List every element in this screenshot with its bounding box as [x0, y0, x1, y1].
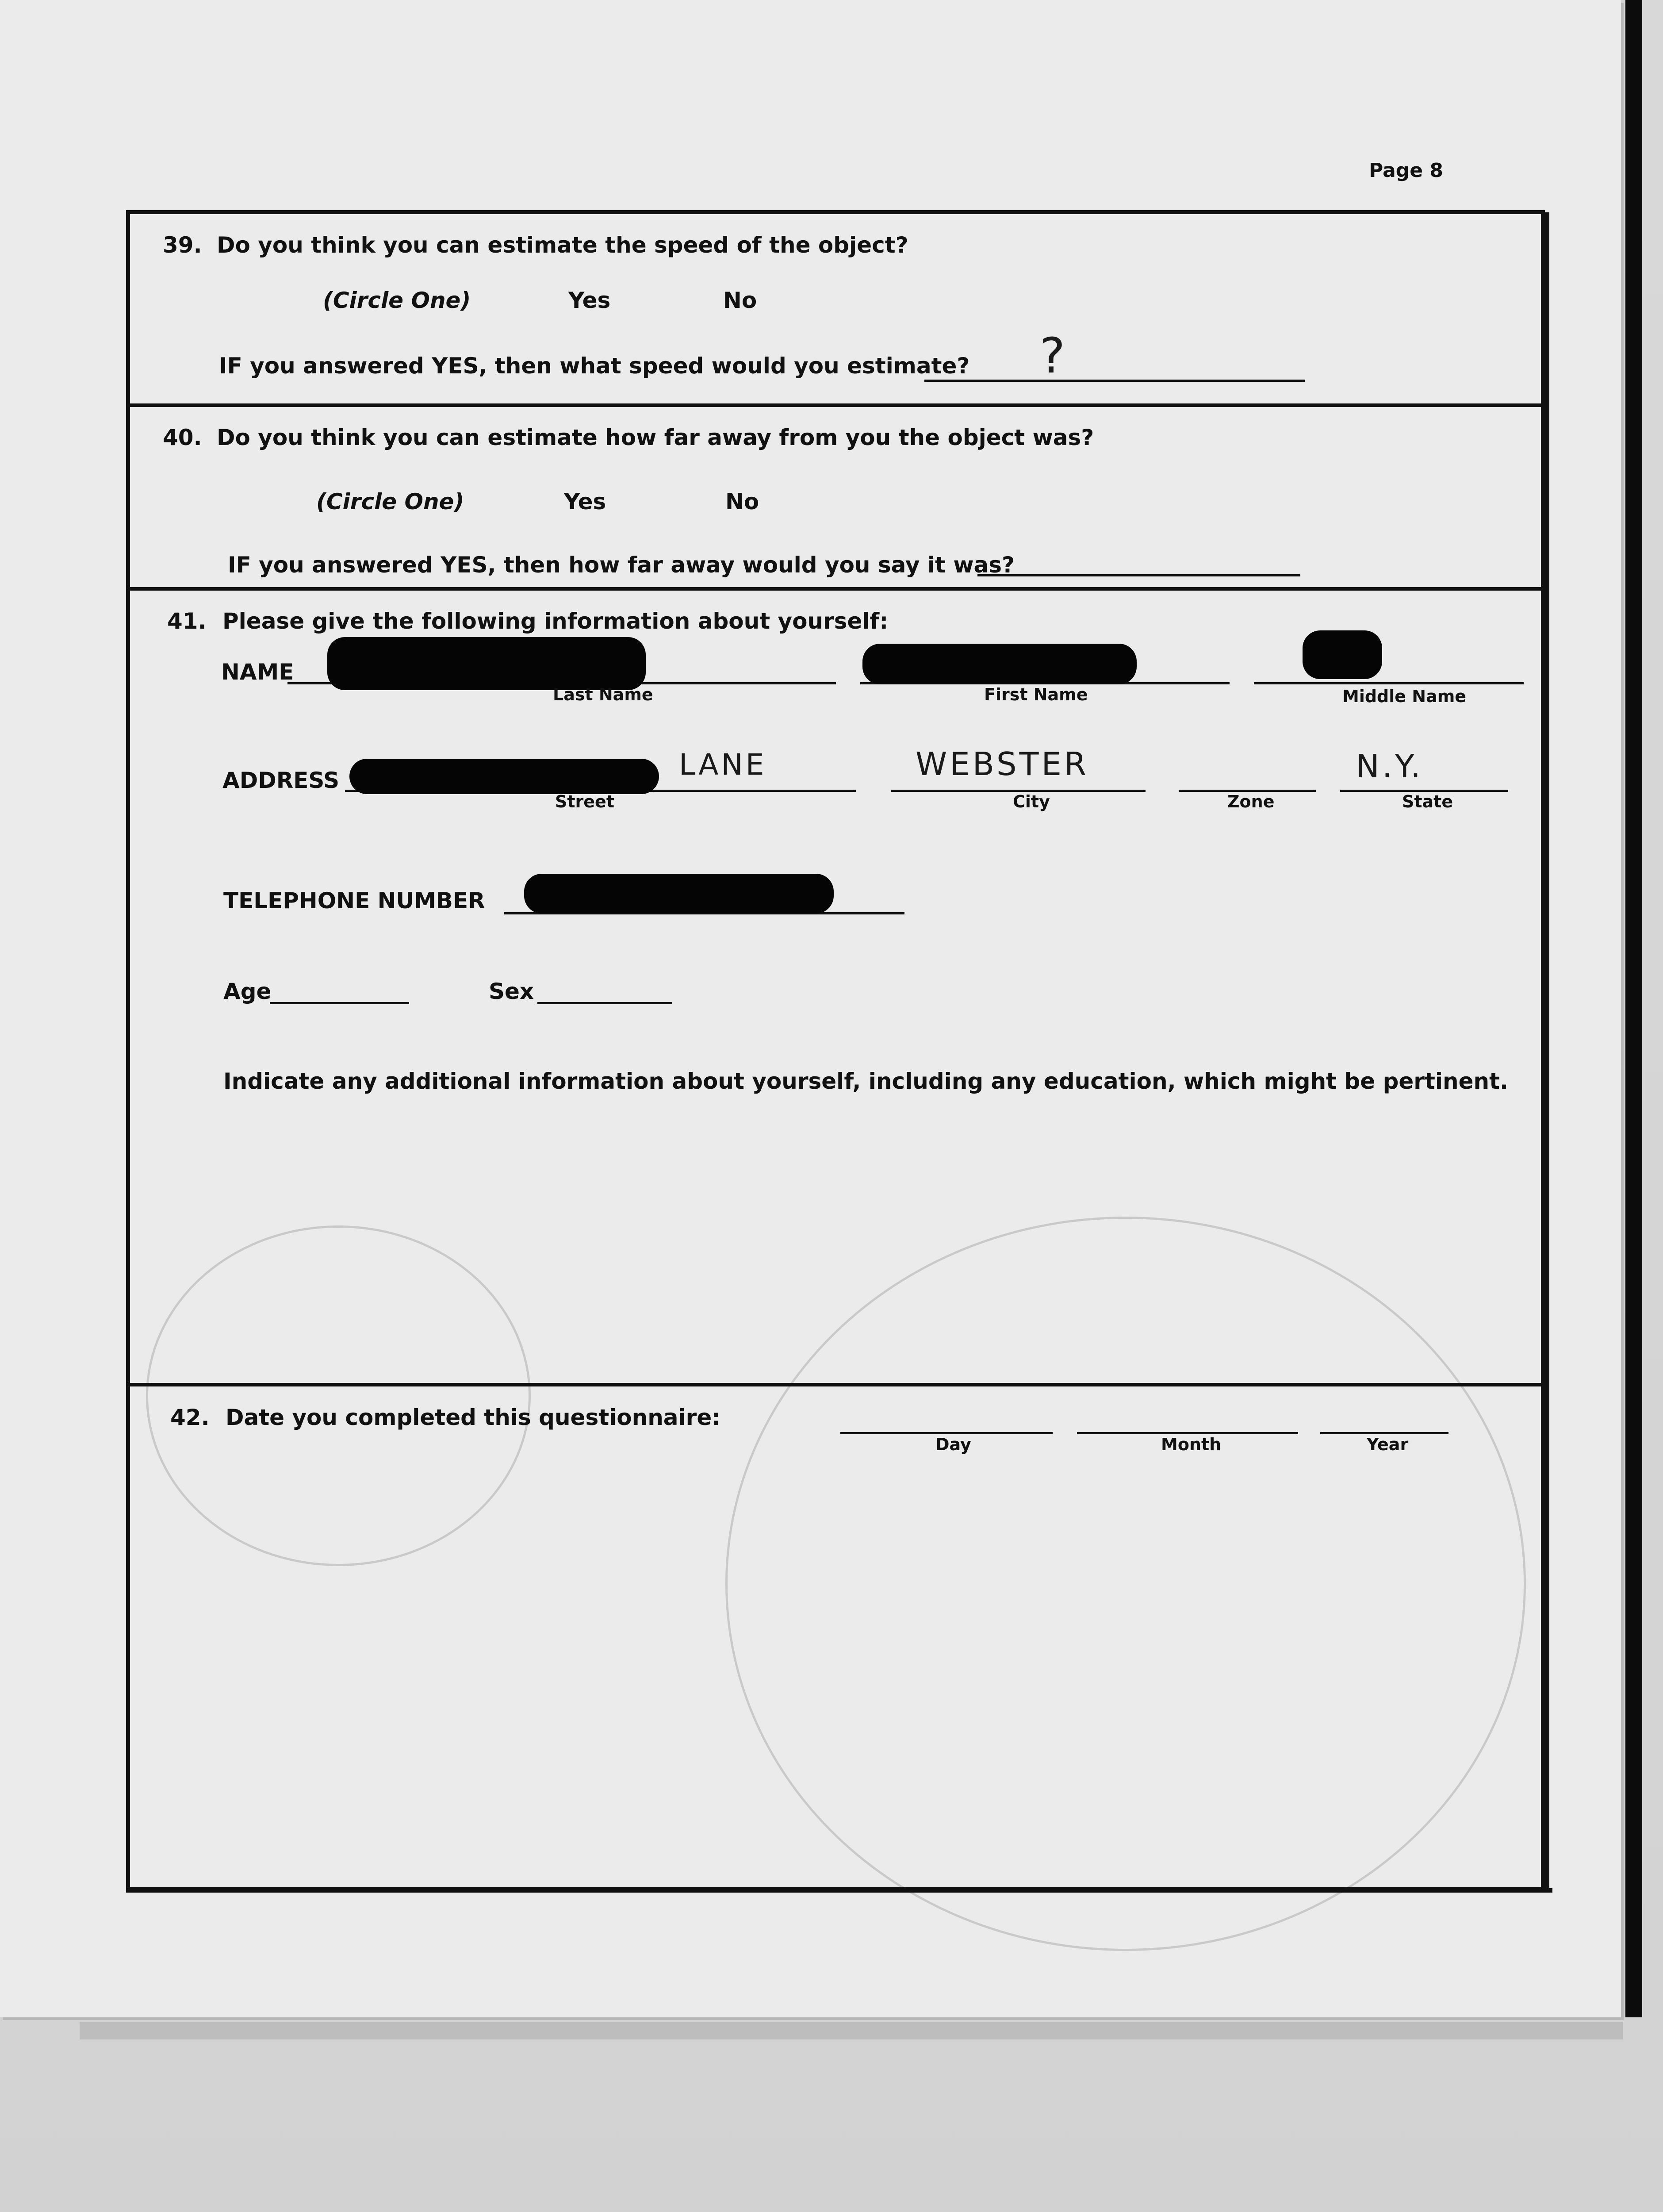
question-number: 42. [170, 1405, 210, 1430]
day-label: Day [935, 1435, 971, 1454]
street-label: Street [555, 792, 614, 811]
section-divider [126, 403, 1546, 407]
telephone-label: TELEPHONE NUMBER [223, 888, 485, 914]
middle-name-line[interactable] [1254, 682, 1524, 684]
additional-info-text: Indicate any additional information about yourself, including any education, which might be pertinent. [223, 1068, 1508, 1094]
circle-one-label: (Circle One) [323, 288, 471, 313]
form-box-border [126, 1888, 1552, 1893]
city-label: City [1013, 792, 1050, 811]
followup-text: IF you answered YES, then what speed would you estimate? [219, 353, 970, 379]
redaction-telephone [524, 874, 834, 914]
first-name-label: First Name [984, 685, 1088, 704]
page-number: Page 8 [1369, 159, 1444, 182]
no-option[interactable]: No [725, 489, 759, 515]
city-value: WEBSTER [916, 745, 1089, 783]
question-text: Date you completed this questionnaire: [226, 1405, 721, 1430]
month-label: Month [1161, 1435, 1222, 1454]
month-line[interactable] [1077, 1432, 1298, 1434]
name-label: NAME [221, 659, 294, 685]
state-value: N.Y. [1356, 748, 1424, 785]
sex-line[interactable] [537, 1002, 672, 1004]
redaction-last-name [327, 637, 646, 690]
speed-answer-line[interactable] [924, 380, 1305, 382]
year-label: Year [1367, 1435, 1409, 1454]
form-box [126, 210, 1545, 1891]
question-number: 40. [163, 425, 202, 450]
redaction-street [349, 759, 659, 794]
middle-name-label: Middle Name [1342, 687, 1467, 706]
age-label: Age [223, 979, 272, 1004]
last-name-label: Last Name [553, 685, 653, 704]
yes-option[interactable]: Yes [564, 489, 606, 515]
address-label: ADDRESS [222, 768, 340, 793]
speed-answer: ? [1039, 327, 1068, 384]
followup-text: IF you answered YES, then how far away would you say it was? [228, 552, 1015, 578]
question-number: 41. [167, 608, 207, 634]
yes-option[interactable]: Yes [568, 288, 611, 313]
scan-edge [1625, 0, 1642, 2017]
no-option[interactable]: No [723, 288, 757, 313]
zone-label: Zone [1227, 792, 1275, 811]
state-label: State [1402, 792, 1453, 811]
day-line[interactable] [840, 1432, 1053, 1434]
distance-answer-line[interactable] [977, 574, 1300, 576]
question-text: Do you think you can estimate how far away from you the object was? [217, 425, 1094, 450]
form-box-border [1545, 212, 1549, 1893]
redaction-first-name [862, 644, 1137, 684]
age-line[interactable] [270, 1002, 409, 1004]
year-line[interactable] [1320, 1432, 1448, 1434]
street-value: LANE [679, 748, 767, 782]
circle-one-label: (Circle One) [316, 489, 464, 515]
scan-edge-bottom [80, 2022, 1623, 2039]
question-text: Please give the following information about yourself: [222, 608, 889, 634]
question-text: Do you think you can estimate the speed of the object? [217, 232, 908, 258]
section-divider [126, 1383, 1546, 1386]
section-divider [126, 587, 1546, 591]
redaction-middle-name [1303, 630, 1382, 679]
sex-label: Sex [489, 979, 534, 1004]
question-number: 39. [163, 232, 202, 258]
